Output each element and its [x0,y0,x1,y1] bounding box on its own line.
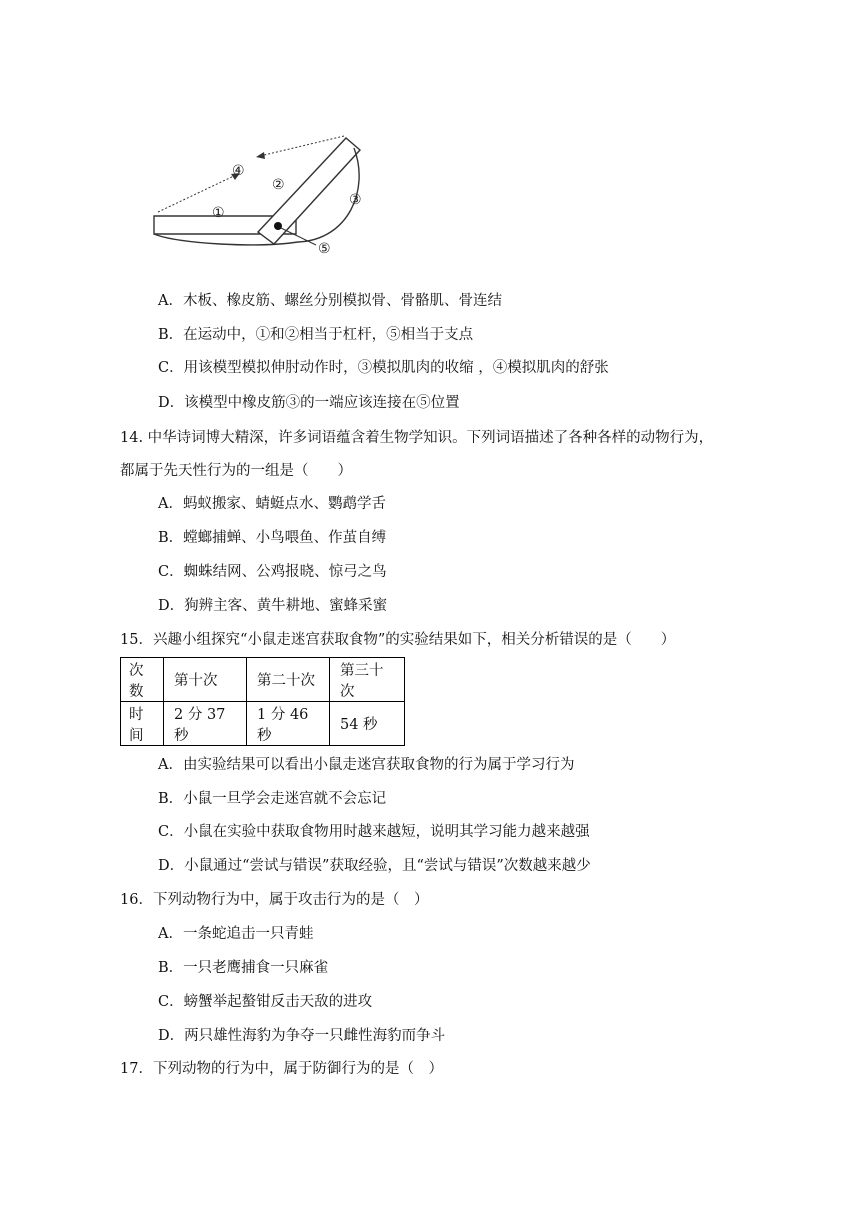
q13-option-c: C．用该模型模拟伸肘动作时，③模拟肌肉的收缩 ，④模拟肌肉的舒张 [158,360,609,376]
label-4: ④ [232,163,245,179]
q16-option-b: B．一只老鹰捕食一只麻雀 [158,960,329,976]
dashed-arrow-up [158,174,238,212]
q16-option-c: C．螃蟹举起螯钳反击天敌的进攻 [158,994,373,1010]
q16-stem: 16．下列动物行为中，属于攻击行为的是（ ） [120,892,429,908]
screw-5 [274,222,282,230]
q14-option-b: B．螳螂捕蝉、小鸟喂鱼、作茧自缚 [158,530,387,546]
q16-option-a: A．一条蛇追击一只青蛙 [158,926,314,942]
table-row [121,702,405,746]
table-cell: 第二十次 [247,658,330,702]
q15-results-table [120,657,405,746]
table-cell: 2 分 37 秒 [164,702,247,746]
q16-option-d: D．两只雄性海豹为争夺一只雌性海豹而争斗 [158,1028,446,1044]
q14-stem-line2: 都属于先天性行为的一组是（ ） [120,463,352,479]
q13-option-d: D．该模型中橡皮筋③的一端应该连接在⑤位置 [158,395,460,411]
q14-stem-line1: 14. 中华诗词博大精深，许多词语蕴含着生物学知识。下列词语描述了各种各样的动物行为， [120,430,714,446]
table-cell: 第三十次 [330,658,405,702]
q15-stem: 15．兴趣小组探究“小鼠走迷宫获取食物”的实验结果如下，相关分析错误的是（ ） [120,632,676,648]
q14-option-a: A．蚂蚁搬家、蜻蜓点水、鹦鹉学舌 [158,496,386,512]
table-cell: 54 秒 [330,702,405,746]
q14-option-d: D．狗辨主客、黄牛耕地、蜜蜂采蜜 [158,598,388,614]
table-row [121,658,405,702]
arrow-head-down [256,152,265,159]
q14-option-c: C．蜘蛛结网、公鸡报晓、惊弓之鸟 [158,564,387,580]
q15-option-c: C．小鼠在实验中获取食物用时越来越短，说明其学习能力越来越强 [158,824,590,840]
label-2: ② [272,177,285,193]
label-5: ⑤ [318,241,331,257]
label-3: ③ [349,192,362,208]
q13-option-b: B．在运动中，①和②相当于杠杆，⑤相当于支点 [158,327,474,343]
label-1: ① [212,205,225,221]
q17-stem: 17．下列动物的行为中，属于防御行为的是（ ） [120,1061,443,1077]
table-cell: 1 分 46 秒 [247,702,330,746]
table-cell: 第十次 [164,658,247,702]
q15-option-d: D．小鼠通过“尝试与错误”获取经验，且“尝试与错误”次数越来越少 [158,858,591,874]
table-cell: 次数 [121,658,164,702]
q15-option-a: A．由实验结果可以看出小鼠走迷宫获取食物的行为属于学习行为 [158,757,575,773]
table-cell: 时间 [121,702,164,746]
q13-option-a: A．木板、橡皮筋、螺丝分别模拟骨、骨骼肌、骨连结 [158,293,502,309]
q15-option-b: B．小鼠一旦学会走迷宫就不会忘记 [158,791,387,807]
arm-model-diagram [148,130,388,260]
